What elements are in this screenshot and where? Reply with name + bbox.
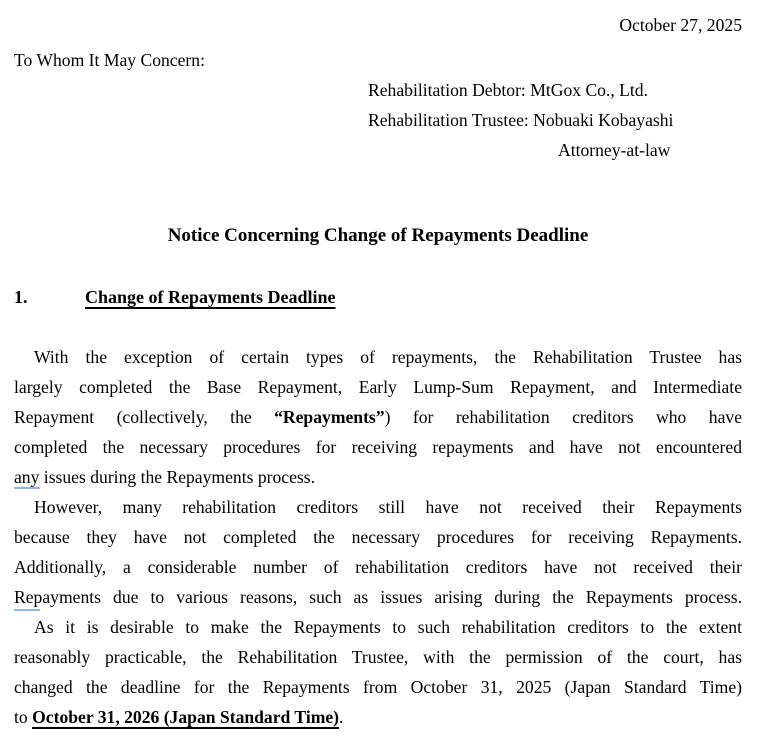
paragraph-3-line-3: changed the deadline for the Repayments from October 31, 2025 (Japan Standard Time) [14,677,742,697]
paragraph-2-line-4-text: Repayments due to various reasons, such as issues arising during the Repayments process. [14,587,742,607]
paragraph-3-line-1: As it is desirable to make the Repayments to such rehabilitation creditors to the extent [34,617,742,637]
paragraph-3-line-4 [14,702,742,732]
paragraph-1-line-1: With the exception of certain types of repayments, the Rehabilitation Trustee has [34,347,742,367]
paragraph-1-line-3-pre: Repayment (collectively, the [14,407,275,427]
grammar-check-mark-any [14,487,40,490]
section-1-heading [14,282,742,312]
paragraph-3 [14,612,742,732]
paragraph-3-line-4-period: . [339,707,344,727]
paragraph-1-line-3 [14,402,742,432]
notice-title: Notice Concerning Change of Repayments Deadline [167,225,589,246]
paragraph-2-line-1: However, many rehabilitation creditors still have not received their Repayments [34,497,742,517]
paragraph-2-line-2: because they have not completed the necessary procedures for receiving Repayments. [14,527,742,547]
section-number: 1. [14,287,28,307]
salutation: To Whom It May Concern: [14,50,205,70]
paragraph-1 [14,342,742,492]
paragraph-2-line-3: Additionally, a considerable number of rehabilitation creditors have not received their [14,557,742,577]
paragraph-1-line-3-post: ) for rehabilitation creditors who have [384,407,742,427]
document-date: October 27, 2025 [619,15,742,35]
paragraph-2 [14,492,742,612]
paragraph-1-line-4: completed the necessary procedures for receiving repayments and have not encountered [14,437,742,457]
section-heading-text: Change of Repayments Deadline [85,287,336,307]
grammar-check-mark-repayments [14,609,40,612]
rehabilitation-trustee-line: Rehabilitation Trustee: Nobuaki Kobayashi [368,110,674,130]
paragraph-3-line-4-pre: to [14,707,33,727]
paragraph-1-line-5 [14,462,742,492]
sender-block [14,75,742,165]
paragraph-1-line-5-text: any issues during the Repayments process. [14,467,315,487]
paragraph-3-line-2: reasonably practicable, the Rehabilitation Trustee, with the permission of the court, has [14,647,742,667]
new-deadline-date: October 31, 2026 (Japan Standard Time) [32,707,340,727]
paragraph-2-line-4 [14,582,742,612]
repayments-defined-term: “Repayments” [274,407,385,427]
trustee-title-line: Attorney-at-law [558,140,671,160]
rehabilitation-debtor-line: Rehabilitation Debtor: MtGox Co., Ltd. [368,80,649,100]
paragraph-1-line-2: largely completed the Base Repayment, Early Lump-Sum Repayment, and Intermediate [14,377,742,397]
